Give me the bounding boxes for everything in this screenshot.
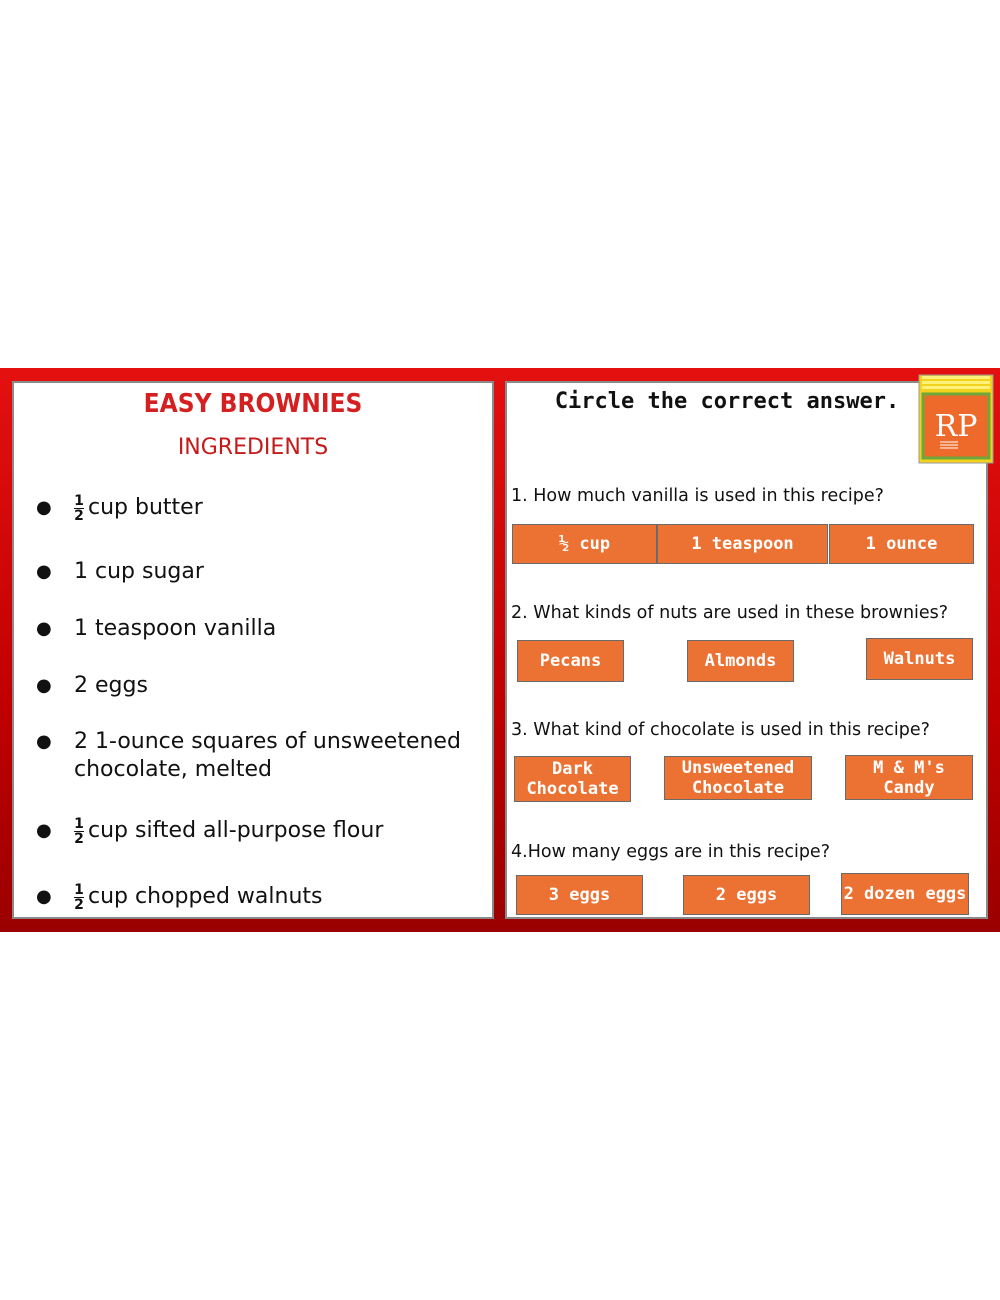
answer-option[interactable]: Dark Chocolate	[514, 756, 631, 802]
ingredients-heading: INGREDIENTS	[177, 435, 329, 460]
question-4: 4.How many eggs are in this recipe?	[511, 842, 830, 862]
answer-option[interactable]: ½ cup	[512, 524, 657, 564]
quiz-panel	[505, 381, 988, 919]
bullet-icon: ●	[36, 731, 52, 752]
question-3: 3. What kind of chocolate is used in this recipe?	[511, 720, 930, 740]
quiz-title: Circle the correct answer.	[554, 389, 900, 414]
fraction-half: $\frac{1}{2}$	[74, 815, 84, 847]
answer-option[interactable]: Unsweetened Chocolate	[664, 756, 812, 800]
answer-option[interactable]: 1 ounce	[829, 524, 974, 564]
ingredient-text: cup chopped walnuts	[88, 884, 323, 909]
ingredient-text: 1 teaspoon vanilla	[74, 616, 277, 641]
ingredient-text: cup butter	[88, 495, 203, 520]
ingredient-text: 2 eggs	[74, 673, 148, 698]
bullet-icon: ●	[36, 561, 52, 582]
slide	[0, 368, 1000, 932]
answer-option[interactable]: M & M's Candy	[845, 755, 973, 800]
question-1: 1. How much vanilla is used in this recipe?	[511, 486, 884, 506]
ingredient-text: 2 1-ounce squares of unsweetened chocolate, melted	[74, 729, 461, 782]
recipe-title: EASY BROWNIES	[143, 389, 363, 419]
ingredient-text: cup sifted all-purpose flour	[88, 818, 384, 843]
bullet-icon: ●	[36, 675, 52, 696]
answer-option[interactable]: Walnuts	[866, 638, 973, 680]
question-2: 2. What kinds of nuts are used in these brownies?	[511, 603, 949, 623]
bullet-icon: ●	[36, 497, 52, 518]
rp-logo-icon	[918, 374, 994, 464]
ingredient-text: 1 cup sugar	[74, 559, 204, 584]
bullet-icon: ●	[36, 886, 52, 907]
bullet-icon: ●	[36, 618, 52, 639]
answer-option[interactable]: Almonds	[687, 640, 794, 682]
answer-option[interactable]: Pecans	[517, 640, 624, 682]
answer-option[interactable]: 2 eggs	[683, 875, 810, 915]
answer-option[interactable]: 2 dozen eggs	[841, 873, 969, 915]
answer-option[interactable]: 1 teaspoon	[657, 524, 828, 564]
bullet-icon: ●	[36, 820, 52, 841]
answer-option[interactable]: 3 eggs	[516, 875, 643, 915]
ingredients-panel	[12, 381, 494, 919]
fraction-half: $\frac{1}{2}$	[74, 881, 84, 913]
logo-text: RP	[934, 409, 978, 444]
fraction-half: $\frac{1}{2}$	[74, 492, 84, 524]
